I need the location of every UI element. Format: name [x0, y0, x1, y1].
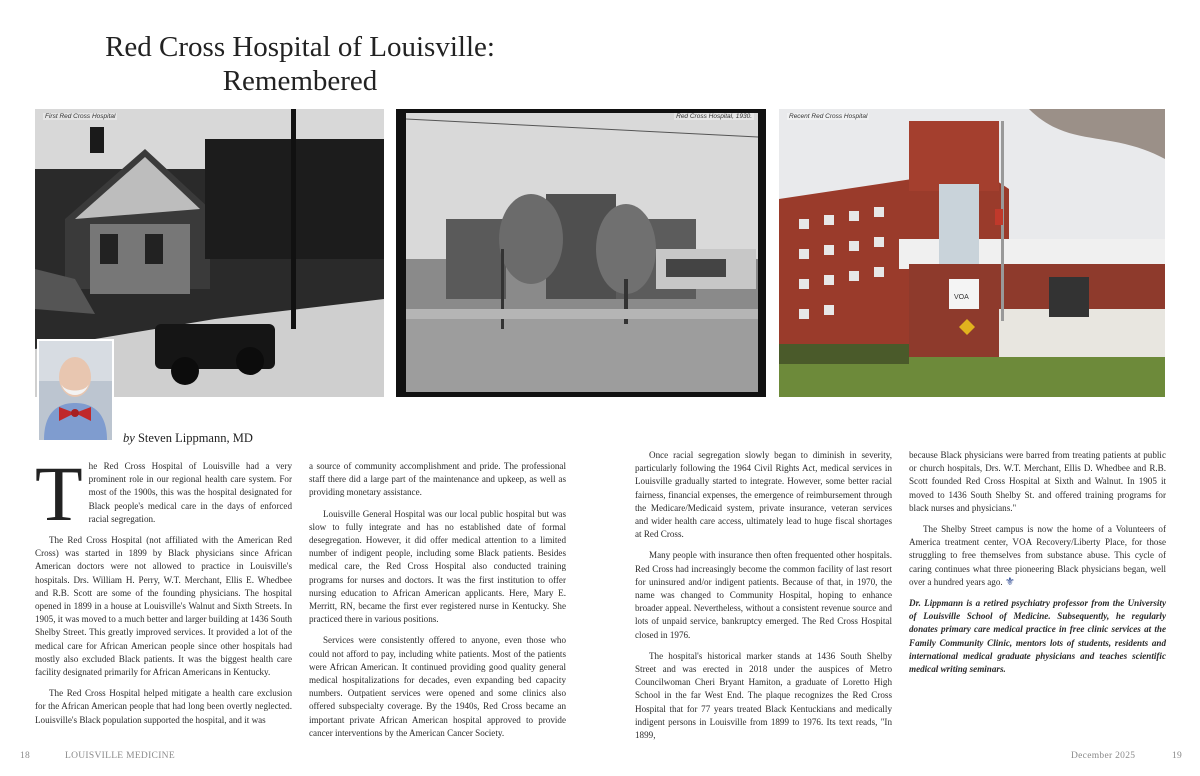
- byline-prefix: by: [123, 431, 135, 445]
- paragraph: Many people with insurance then often frequented other hospitals. Red Cross had increasingly become the common facility of last resort for uninsured and/or indigent patients. Because of that, in 1970, the name was changed to Community Hospital, hoping to enhance broader appeal. Nevertheless, without a consistent revenue source and lots of unpaid service, bankruptcy emerged. The Red Cross Hospital closed in 1976.: [635, 550, 892, 640]
- article-column-1: [35, 450, 292, 735]
- page-number-right: 19: [1172, 751, 1183, 761]
- article-column-2: [309, 460, 566, 748]
- paragraph: The Shelby Street campus is now the home of a Volunteers of America treatment center, VOA Recovery/Liberty Place, for those struggling to free themselves from substance abuse. This cycle of caring continues what three pioneering Black physicians began, well over a hundred years ago. ⚜: [909, 524, 1166, 588]
- article-title: [60, 30, 540, 98]
- photo-hospital-1930: [396, 109, 766, 397]
- byline-author: Steven Lippmann, MD: [137, 431, 253, 445]
- caption-hospital-1930: Red Cross Hospital, 1930.: [676, 113, 752, 120]
- photo-recent-hospital: [779, 109, 1165, 397]
- caption-first-hospital: First Red Cross Hospital: [45, 113, 116, 120]
- page-number-left: 18: [20, 751, 31, 761]
- author-bio: Dr. Lippmann is a retired psychiatry professor from the University of Louisville School of Medicine. Subsequently, he regularly donates primary care medical practice in free clinic services at the Family Community Clinic, mentors lots of students, residents and international medical graduate physicians and teaches scientific medical writing seminars.: [909, 598, 1166, 675]
- issue-date: December 2025: [1071, 751, 1136, 761]
- drop-cap: T: [35, 450, 83, 537]
- paragraph: Services were consistently offered to anyone, even those who could not afford to pay, including white patients. Most of the patients were African American. It continued providing good quality general medical hospitalizations for decades, even expanding bed capacity numbers. Outpatient services were opened and some clinics also offered subspecialty coverage. By the 1940s, Red Cross became an important private African American hospital approved to provide cancer interventions by the American Cancer Society.: [309, 635, 566, 738]
- paragraph: a source of community accomplishment and pride. The professional staff there did a large part of the maintenance and upkeep, as well as providing monetary assistance.: [309, 461, 566, 498]
- title-line-1: Red Cross Hospital of Louisville:: [105, 31, 495, 63]
- publication-name: LOUISVILLE MEDICINE: [65, 751, 175, 761]
- paragraph: The Red Cross Hospital of Louisville had a very prominent role in our regional health care system. For most of the 1900s, this was the hospital designated for Black people's medical care in the days of enforced racial segregation.: [35, 450, 292, 537]
- title-line-2: Remembered: [222, 65, 378, 97]
- paragraph: Once racial segregation slowly began to diminish in severity, particularly following the 1964 Civil Rights Act, medical services in Louisville gradually started to integrate. However, some better racial fairness, financial expenses, the emergence of reimbursement through the Medicare/Medicaid system, private insurance, veteran services and wider health care access, ultimately lead to huge fiscal shortages at Red Cross.: [635, 450, 892, 540]
- paragraph: The Red Cross Hospital (not affiliated with the American Red Cross) was started in 1899 by Black physicians since African American doctors were not allowed to practice in Louisville's hospitals. Drs. William H. Perry, W.T. Merchant, Ellis E. Whedbee and R.B. Scott are some of the founding physicians. The hospital opened in 1899 in a house at Louisville's Walnut and Sixth Streets. In 1905, it was moved to a much better and larger building at 1436 South Shelby Street. This greatly improved services. It provided a lot of the medical care for African American people since other hospitals had mostly also excluded Black patients. It was the biggest health care facility designated primarily for African Americans in Kentucky.: [35, 535, 292, 678]
- paragraph: because Black physicians were barred from treating patients at public or church hospitals, Drs. W.T. Merchant, Ellis D. Whedbee and R.B. Scott founded Red Cross Hospital at Sixth and Walnut. In 1905 it moved to 1436 South Shelby St. and offered training programs for black nurses and physicians.": [909, 450, 1166, 513]
- caption-recent-hospital: Recent Red Cross Hospital: [789, 113, 868, 120]
- paragraph: The Red Cross Hospital helped mitigate a health care exclusion for the African American people that had long been overtly neglected. Louisville's Black population supported the hospital, and it was: [35, 688, 292, 725]
- author-portrait: [37, 339, 114, 442]
- paragraph: The hospital's historical marker stands at 1436 South Shelby Street and was erected in 2018 under the auspices of Metro Councilwoman Cheri Bryant Hamiton, a graduate of Loretto High School in the far West End. The plaque recognizes the Red Cross Hospital that for 77 years treated Black Kentuckians and medically indigent persons in Louisville from 1899 to 1976. Its text reads, "In 1899,: [635, 650, 892, 741]
- fleur-de-lis-icon: ⚜: [1004, 575, 1015, 588]
- paragraph: Louisville General Hospital was our local public hospital but was slow to fully integrate and has no established date of formal desegregation. However, it did offer medical attention to a limited number of indigent people, including some Black patients. Besides medical care, the Red Cross Hospital also conducted training programs for nurses and doctors. It was the first institution to offer nursing education to African American applicants. Here, Mary E. Merritt, RN, became the first ever registered nurse in Kentucky. She practiced there in various positions.: [309, 508, 566, 625]
- article-column-4: [909, 449, 1166, 684]
- voa-sign-text: VOA: [954, 294, 969, 301]
- byline: [123, 431, 253, 446]
- article-column-3: [635, 449, 892, 750]
